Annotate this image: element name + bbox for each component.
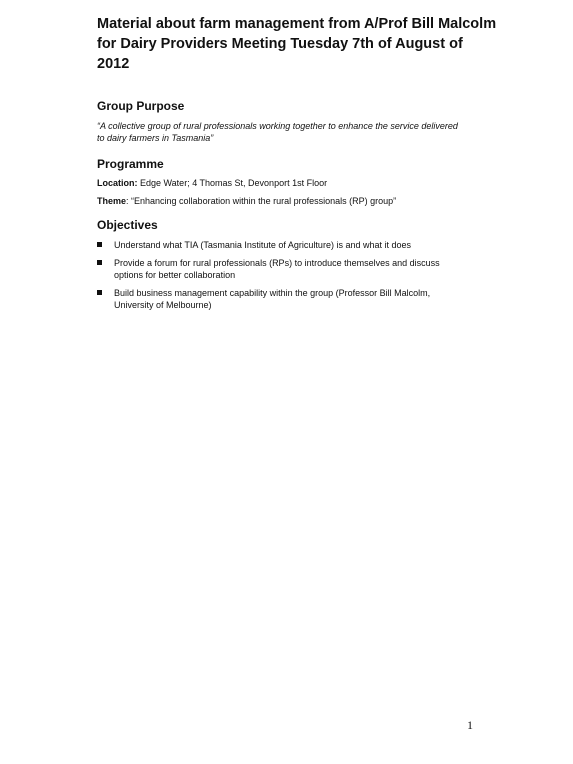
programme-heading: Programme bbox=[97, 157, 164, 171]
objective-text-line-2: University of Melbourne) bbox=[114, 300, 212, 310]
square-bullet-icon bbox=[97, 242, 102, 247]
location-value: Edge Water; 4 Thomas St, Devonport 1st Floor bbox=[137, 178, 328, 188]
objective-item bbox=[97, 287, 474, 311]
theme-line bbox=[97, 195, 497, 207]
square-bullet-icon bbox=[97, 260, 102, 265]
group-purpose-quote bbox=[97, 120, 482, 144]
group-purpose-quote-line-2: to dairy farmers in Tasmania” bbox=[97, 133, 214, 143]
theme-value: : “Enhancing collaboration within the rural professionals (RP) group” bbox=[126, 196, 397, 206]
location-label: Location: bbox=[97, 178, 138, 188]
square-bullet-icon bbox=[97, 290, 102, 295]
objective-item bbox=[97, 257, 474, 281]
objective-item bbox=[97, 239, 474, 251]
page-number: 1 bbox=[467, 718, 473, 732]
group-purpose-quote-line-1: “A collective group of rural professionals working together to enhance the service delivered bbox=[97, 121, 458, 131]
objective-text-line-1: Build business management capability within the group (Professor Bill Malcolm, bbox=[114, 288, 431, 298]
document-title bbox=[97, 14, 497, 74]
objective-text-line-2: options for better collaboration bbox=[114, 270, 236, 280]
objective-text-line-1: Provide a forum for rural professionals (RPs) to introduce themselves and discuss bbox=[114, 258, 440, 268]
document-title-line-1: Material about farm management from A/Prof Bill Malcolm bbox=[97, 16, 497, 32]
document-title-line-2: for Dairy Providers Meeting Tuesday 7th of August of 2012 bbox=[97, 36, 463, 72]
theme-label: Theme bbox=[97, 196, 127, 206]
objectives-list bbox=[97, 239, 497, 311]
objectives-heading: Objectives bbox=[97, 218, 158, 232]
location-line bbox=[97, 177, 497, 189]
document-content bbox=[97, 14, 497, 311]
group-purpose-heading: Group Purpose bbox=[97, 99, 185, 113]
objective-text-line-1: Understand what TIA (Tasmania Institute of Agriculture) is and what it does bbox=[114, 240, 411, 250]
